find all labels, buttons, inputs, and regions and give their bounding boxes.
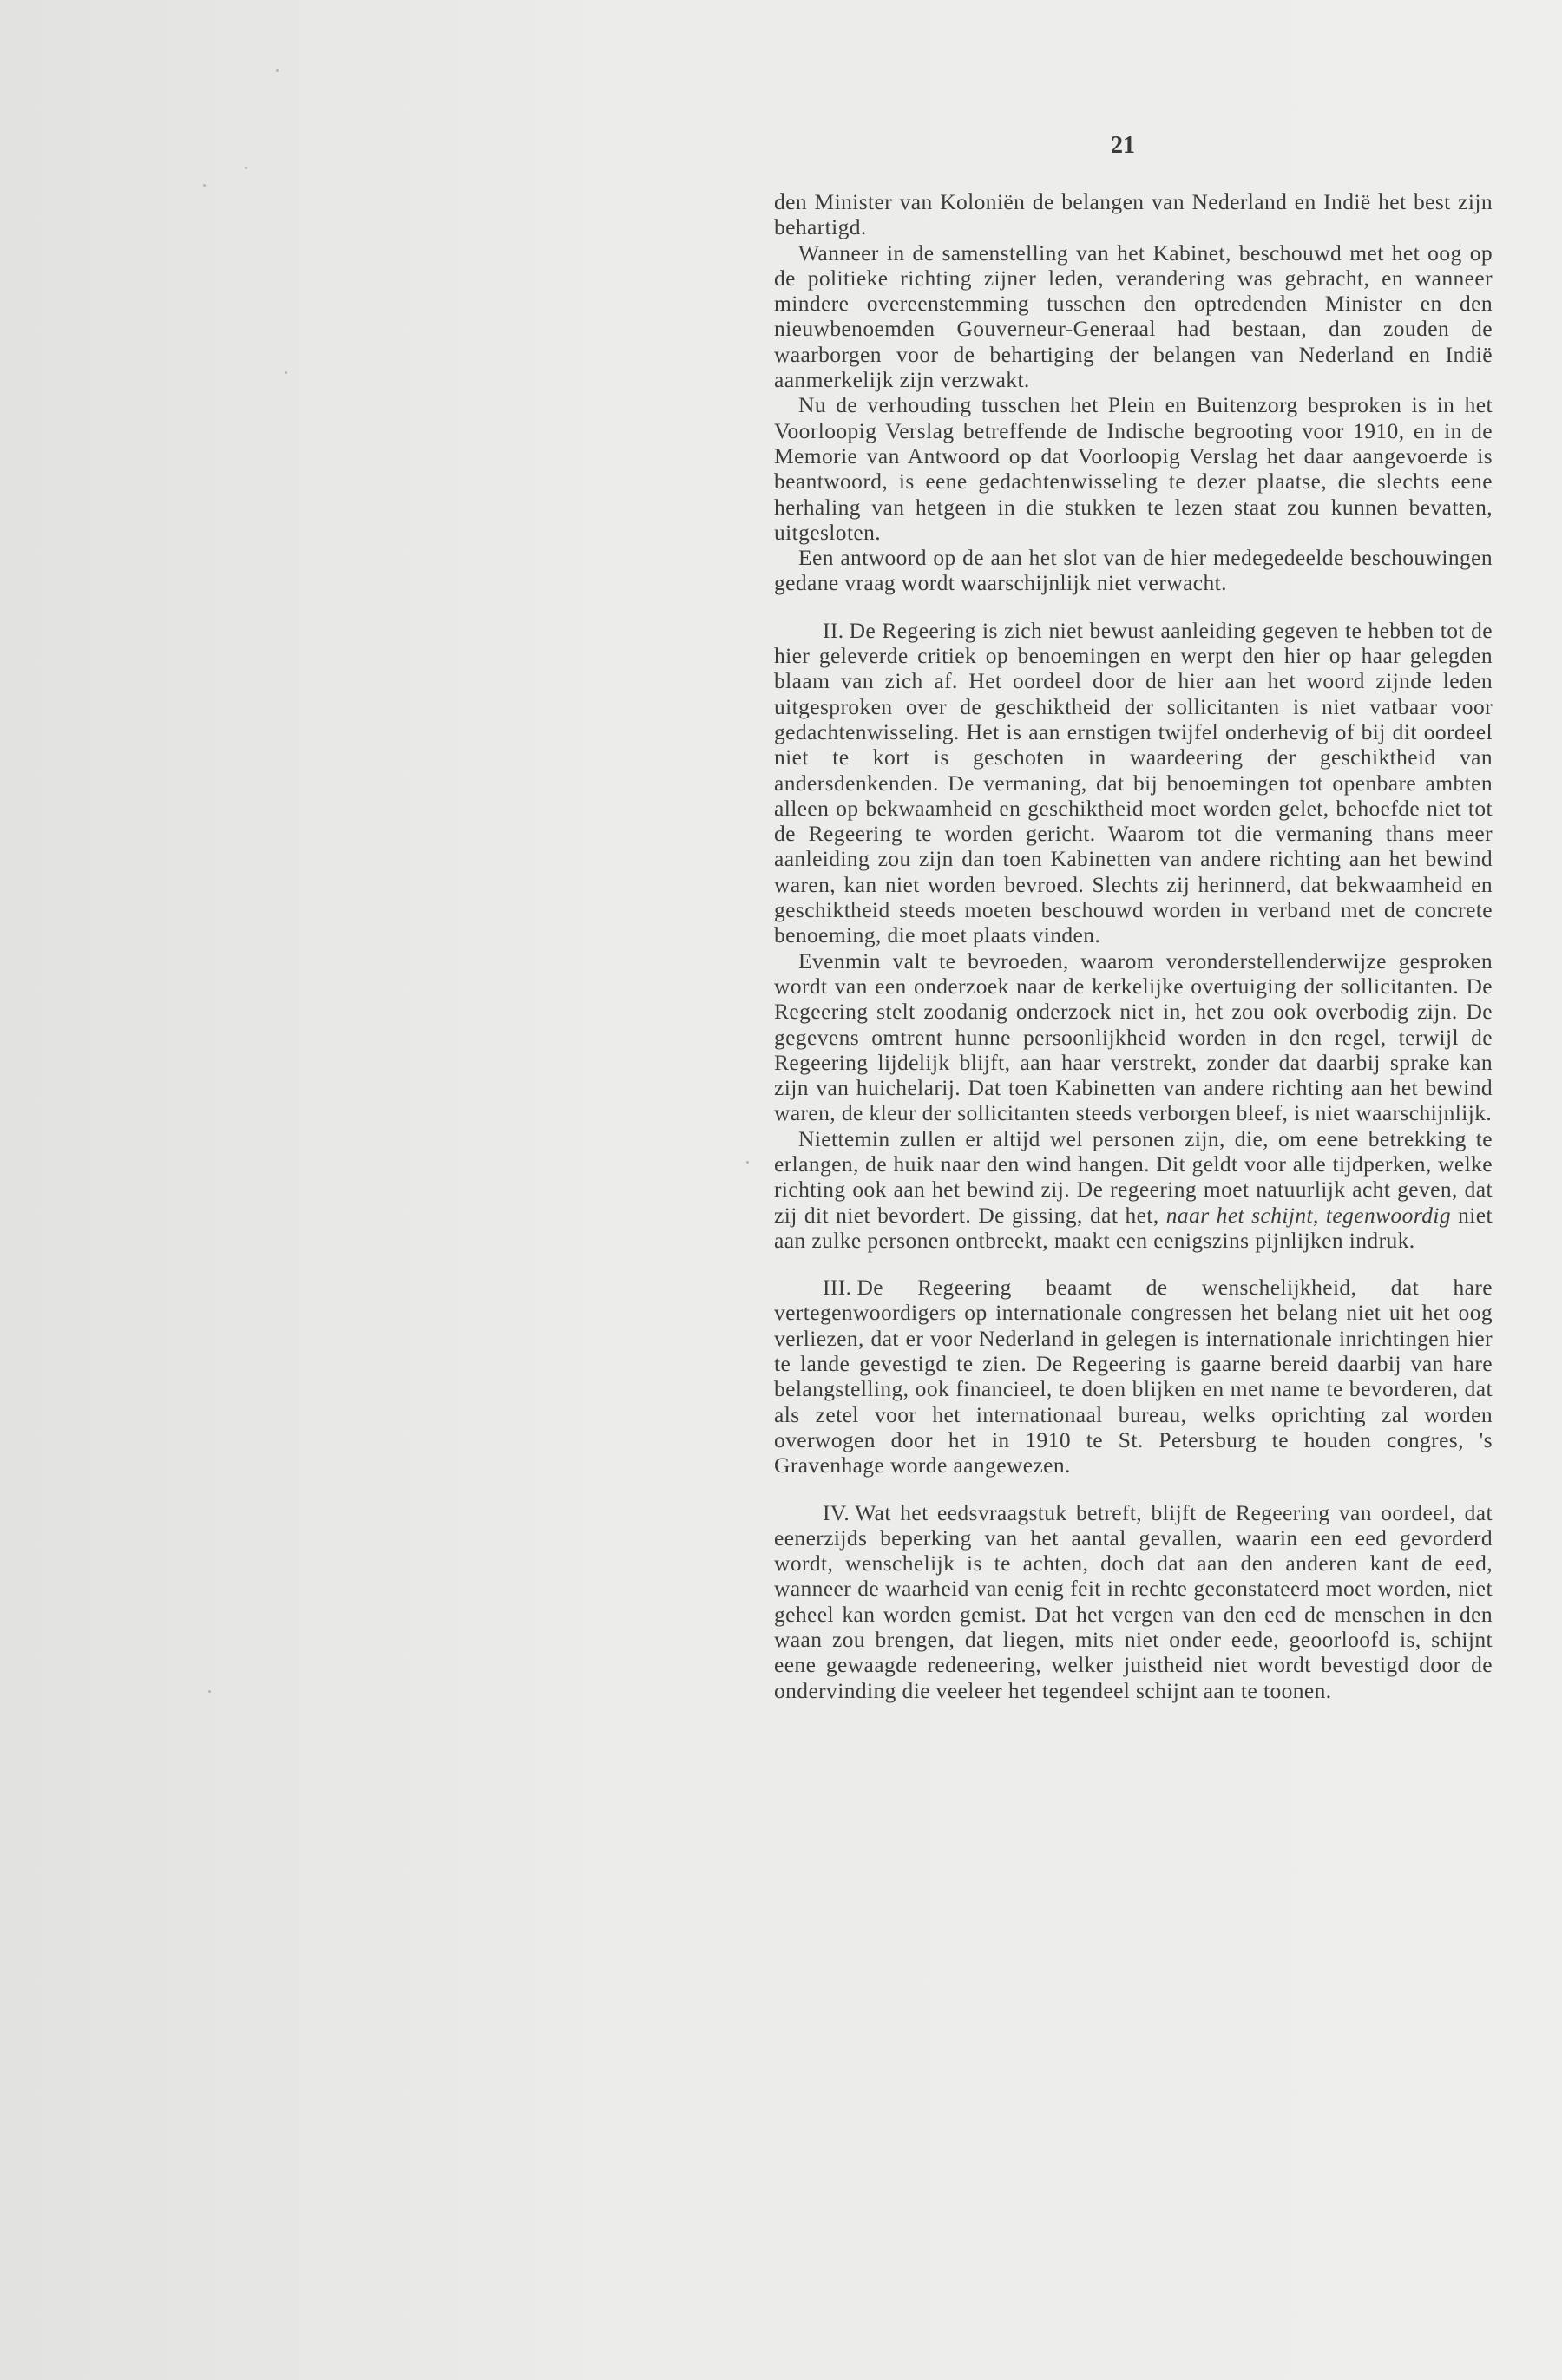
paragraph-text: De Regeering beaamt de wenschelijkheid, dat hare vertegenwoordigers op internationale congressen het belang niet uit het oog verliezen, dat er voor Nederland in gelegen is internationale inrichtingen hier te lande gevestigd te zien. De Regeering is gaarne bereid daarbij van hare belangstelling, ook financieel, te doen blijken en met name te bevorderen, dat als zetel voor het internationaal bureau, welks oprichting zal worden overwogen door het in 1910 te St. Petersburg te houden congres, 's Gravenhage worde aangewezen. <box>774 1275 1493 1478</box>
section-numeral: III. <box>823 1275 852 1301</box>
document-body <box>774 189 1493 1703</box>
section-iv-paragraph <box>774 1500 1493 1703</box>
section-ii-first-paragraph <box>774 618 1493 948</box>
paragraph: Wanneer in de samenstelling van het Kabinet, beschouwd met het oog op de politieke richting zijner leden, verandering was gebracht, en wanneer mindere overeenstemming tusschen den optredenden Minister en den nieuwbenoemden Gouverneur-Generaal had bestaan, dan zouden de waarborgen voor de behartiging der belangen van Nederland en Indië aanmerkelijk zijn verzwakt. <box>774 239 1493 393</box>
paragraph: Evenmin valt te bevroeden, waarom veronderstellenderwijze gesproken wordt van een onderzoek naar de kerkelijke overtuiging der sollicitanten. De Regeering stelt zoodanig onderzoek niet in, het zou ook overbodig zijn. De gegevens omtrent hunne persoonlijkheid worden in den regel, terwijl de Regeering lijdelijk blijft, aan haar verstrekt, zonder dat daarbij sprake kan zijn van huichelarij. Dat toen Kabinetten van andere richting aan het bewind waren, de kleur der sollicitanten steeds verborgen bleef, is niet waarschijnlijk. <box>774 947 1493 1126</box>
paragraph-text: Niettemin zullen er altijd wel personen zijn, die, om eene betrekking te erlangen, de huik naar den wind hangen. Dit geldt voor alle tijdperken, welke richting ook aan het bewind zij. De regeering moet natuurlijk acht geven, dat zij dit niet bevordert. De gissing, dat het, <box>774 1125 1493 1228</box>
paragraph-text: niet aan zulke personen ontbreekt, maakt een eenigszins pijnlijken indruk. <box>774 1202 1493 1253</box>
paragraph: Nu de verhouding tusschen het Plein en Buitenzorg besproken is in het Voorloopig Verslag betreffende de Indische begrooting voor 1910, en in de Memorie van Antwoord op dat Voorloopig Verslag het daar aangevoerde is beantwoord, is eene gedachtenwisseling te dezer plaatse, die slechts eene herhaling van hetgeen in die stukken te lezen staat zou kunnen bevatten, uitgesloten. <box>774 392 1493 545</box>
paper-speck <box>245 167 247 169</box>
paragraph-text: De Regeering is zich niet bewust aanleiding gegeven te hebben tot de hier geleverde critiek op benoemingen en werpt den hier op haar gelegden blaam van zich af. Het oordeel door de hier aan het woord zijnde leden uitgesproken over de geschiktheid der sollicitanten is niet vatbaar voor gedachtenwisseling. Het is aan ernstigen twijfel onderhevig of bij dit oordeel niet te kort is geschoten in waardeering der geschiktheid van andersdenkenden. De vermaning, dat bij benoemingen tot openbare ambten alleen op bekwaamheid en geschiktheid moet worden gelet, behoefde niet tot de Regeering te worden gericht. Waarom tot die vermaning thans meer aanleiding zou zijn dan toen Kabinetten van andere richting aan het bewind waren, kan niet worden bevroed. Slechts zij herinnerd, dat bekwaamheid en geschiktheid steeds moeten beschouwd worden in verband met de concrete benoeming, die moet plaats vinden. <box>774 617 1493 948</box>
paragraph-text: Wat het eedsvraagstuk betreft, blijft de Regeering van oordeel, dat eenerzijds beperking van het aantal gevallen, waarin een eed gevorderd wordt, wenschelijk is te achten, doch dat aan den anderen kant de eed, wanneer de waarheid van eenig feit in rechte geconstateerd moet worden, niet geheel kan worden gemist. Dat het vergen van den eed de menschen in den waan zou brengen, dat liegen, mits niet onder eede, geoorloofd is, schijnt eene gewaagde redeneering, welker juistheid niet wordt bevestigd door de ondervinding die veeleer het tegendeel schijnt aan te toonen. <box>774 1499 1493 1703</box>
emphasized-phrase: naar het schijnt, tegenwoordig <box>1165 1202 1451 1228</box>
paragraph: Een antwoord op de aan het slot van de hier medegedeelde beschouwingen gedane vraag wordt waarschijnlijk niet verwacht. <box>774 545 1493 596</box>
paper-speck <box>276 69 279 72</box>
page-number: 21 <box>1111 132 1135 159</box>
section-numeral: IV. <box>823 1499 850 1525</box>
section-iii-paragraph <box>774 1275 1493 1478</box>
paragraph-with-emphasis <box>774 1126 1493 1253</box>
paper-speck <box>285 371 287 374</box>
paper-speck <box>203 184 206 187</box>
section-numeral: II. <box>823 617 844 643</box>
paper-speck <box>746 1161 749 1164</box>
paragraph: den Minister van Koloniën de belangen van Nederland en Indië het best zijn behartigd. <box>774 189 1493 240</box>
paper-speck <box>208 1690 211 1693</box>
